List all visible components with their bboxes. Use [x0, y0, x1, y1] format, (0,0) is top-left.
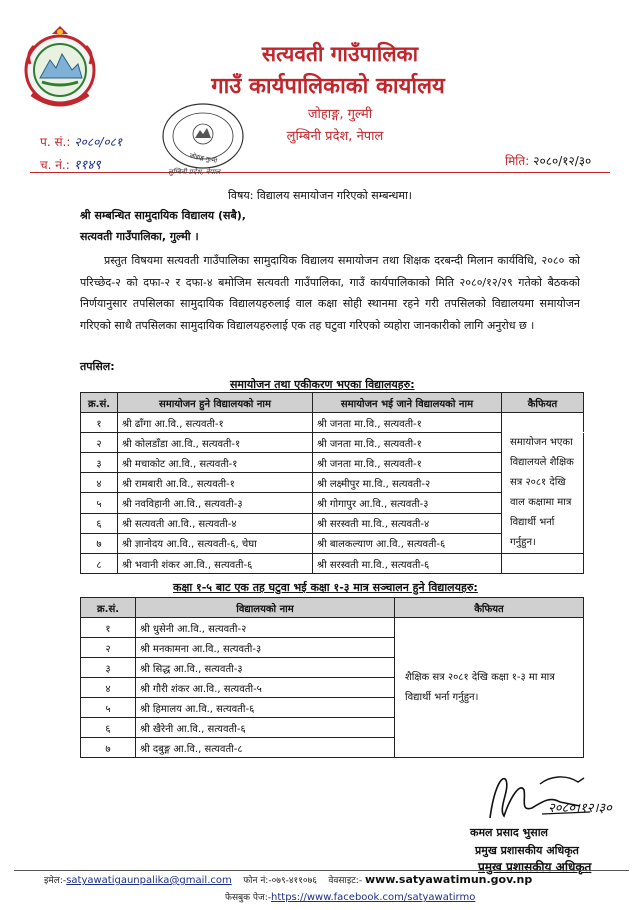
row-sn: २	[81, 433, 118, 453]
svg-text:जोहाङ्ग गुल्मी: जोहाङ्ग गुल्मी	[188, 152, 218, 165]
col-to: समायोजन भई जाने विद्यालयको नाम	[313, 393, 502, 413]
row-sn: २	[81, 638, 136, 658]
col-from: समायोजन हुने विद्यालयको नाम	[118, 393, 313, 413]
signatory-title: प्रमुख प्रशासकीय अधिकृत	[475, 844, 579, 857]
email-link[interactable]: satyawatigaunpalika@gmail.com	[66, 875, 232, 886]
row-sn: ६	[81, 718, 136, 738]
facebook-link[interactable]: https://www.facebook.com/satyawatirmo	[271, 892, 476, 903]
row-from-school: श्री सत्यवती आ.वि., सत्यवती-४	[118, 513, 313, 533]
col-sn: क्र.सं.	[81, 393, 118, 413]
email-label: इमेल:-	[44, 876, 67, 886]
row-from-school: श्री मचाकोट आ.वि., सत्यवती-१	[118, 453, 313, 473]
row-to-school: श्री जनता मा.वि., सत्यवती-१	[313, 453, 502, 473]
svg-text:२०८०।१२।३०: २०८०।१२।३०	[548, 801, 612, 816]
col-school: विद्यालयको नाम	[136, 598, 395, 618]
table-header-row	[81, 598, 584, 618]
row-sn: १	[81, 413, 118, 433]
remark-spacer	[502, 413, 584, 433]
letter-body: प्रस्तुत विषयमा सत्यवती गाउँपालिका सामुदायिक विद्यालय समायोजन तथा शिक्षक दरबन्दी मिलान कार्यविधि, २०८० को परिच्छेद-२ को दफा-२ र दफा-४ बमोजिम सत्यवती गाउँपालिका, गाउँ कार्यपालिकाको मिति २०८०/१२/२९ गतेको बैठकको निर्णयानुसार तपसिलका सामुदायिक विद्यालयहरुलाई वाल कक्षा सोही स्थानमा रहने गरी तपसिलको विद्यालयमा समायोजन गरिएको साथै तपसिलका सामुदायिक विद्यालयहरुलाई एक तह घटुवा गरिएको व्यहोरा जानकारीको लागि अनुरोध छ ।	[80, 254, 580, 332]
website-label: वेवसाइट:-	[328, 876, 363, 886]
table1-title: समायोजन तथा एकीकरण भएका विद्यालयहरु:	[230, 378, 415, 391]
footer-contact	[44, 873, 532, 886]
col-remark: कैफियत	[502, 393, 584, 413]
row-to-school: श्री सरस्वती मा.वि., सत्यवती-६	[313, 554, 502, 574]
row-sn: ८	[81, 554, 118, 574]
row-to-school: श्री बालकल्याण आ.वि., सत्यवती-६	[313, 533, 502, 553]
footer-facebook	[225, 890, 475, 903]
row-from-school: श्री भवानी शंकर आ.वि., सत्यवती-६	[118, 554, 313, 574]
date-value: २०८०/१२/३०	[533, 154, 592, 168]
nepal-emblem-icon	[22, 24, 98, 114]
signatory-stamp: प्रमुख प्रशासकीय अधिकृत	[478, 860, 592, 874]
addressee-line2: सत्यवती गाउँपालिका, गुल्मी ।	[80, 230, 199, 243]
row-school: श्री मनकामना आ.वि., सत्यवती-३	[136, 638, 395, 658]
stamp-subtext: लुम्बिनी प्रदेश, नेपाल	[168, 168, 221, 176]
row-from-school: श्री रामबारी आ.वि., सत्यवती-१	[118, 473, 313, 493]
details-label: तपसिल:	[80, 360, 115, 373]
row-school: श्री धुसेनी आ.वि., सत्यवती-२	[136, 618, 395, 638]
row-sn: ३	[81, 658, 136, 678]
facebook-label: फेसबुक पेज:-	[225, 893, 272, 903]
date-label: मिति:	[505, 154, 530, 168]
merged-schools-table	[80, 392, 584, 574]
row-remark: शैक्षिक सत्र २०८१ देखि कक्षा १-३ मा मात्र विद्यार्थी भर्ना गर्नुहुन।	[395, 618, 584, 758]
dispatch-label: च. नं.:	[40, 158, 70, 172]
row-school: श्री दबुङ्ग आ.वि., सत्यवती-८	[136, 738, 395, 758]
row-from-school: श्री कोलडाँडा आ.वि., सत्यवती-१	[118, 433, 313, 453]
row-to-school: श्री जनता मा.वि., सत्यवती-१	[313, 433, 502, 453]
table-row	[81, 433, 584, 453]
row-from-school: श्री ज्ञानोदय आ.वि., सत्यवती-६, चेघा	[118, 533, 313, 553]
office-stamp-icon	[158, 100, 248, 178]
row-sn: ७	[81, 533, 118, 553]
row-sn: ४	[81, 473, 118, 493]
office-title-line2: गाउँ कार्यपालिकाको कार्यालय	[211, 74, 445, 99]
row-sn: ६	[81, 513, 118, 533]
ref-label: प. सं.:	[40, 135, 71, 149]
row-to-school: श्री सरस्वती मा.वि., सत्यवती-४	[313, 513, 502, 533]
header-divider	[30, 172, 610, 173]
row-school: श्री खैरेनी आ.वि., सत्यवती-६	[136, 718, 395, 738]
row-sn: ३	[81, 453, 118, 473]
col-sn: क्र.सं.	[81, 598, 136, 618]
col-remark: कैफियत	[395, 598, 584, 618]
dispatch-number	[40, 155, 101, 173]
ref-value: २०८०/०८१	[74, 135, 123, 149]
table-header-row	[81, 393, 584, 413]
row-from-school: श्री नवविहानी आ.वि., सत्यवती-३	[118, 493, 313, 513]
row-sn: ५	[81, 698, 136, 718]
row-sn: ५	[81, 493, 118, 513]
remark-spacer	[502, 554, 584, 574]
letter-subject: विषय: विद्यालय समायोजन गरिएको सम्बन्धमा।	[228, 189, 412, 202]
table2-title: कक्षा १-५ बाट एक तह घटुवा भई कक्षा १-३ मात्र सञ्चालन हुने विद्यालयहरु:	[173, 581, 478, 594]
table-row	[81, 618, 584, 638]
row-sn: ४	[81, 678, 136, 698]
row-to-school: श्री जनता मा.वि., सत्यवती-१	[313, 413, 502, 433]
row-from-school: श्री ढाँगा आ.वि., सत्यवती-१	[118, 413, 313, 433]
letter-date	[505, 152, 591, 169]
table-row	[81, 413, 584, 433]
website-link[interactable]: www.satyawatimun.gov.np	[364, 873, 533, 886]
address-line2: लुम्बिनी प्रदेश, नेपाल	[286, 129, 384, 144]
address-line1: जोहाङ्ग, गुल्मी	[307, 107, 373, 122]
row-school: श्री हिमालय आ.वि., सत्यवती-६	[136, 698, 395, 718]
row-school: श्री सिद्ध आ.वि., सत्यवती-३	[136, 658, 395, 678]
phone-text: फोन नं:-०७९-४११०७६	[243, 876, 317, 886]
row-remark: समायोजन भएका विद्यालयले शैक्षिक सत्र २०८१ देखि वाल कक्षामा मात्र विद्यार्थी भर्ना गर्नुहुन।	[502, 433, 584, 554]
reference-number	[40, 133, 122, 150]
row-to-school: श्री गोगापुर आ.वि., सत्यवती-३	[313, 493, 502, 513]
downgraded-schools-table	[80, 597, 584, 758]
row-to-school: श्री लक्ष्मीपुर मा.वि., सत्यवती-२	[313, 473, 502, 493]
office-title-line1: सत्यवती गाउँपालिका	[261, 42, 419, 66]
footer-divider	[14, 870, 629, 871]
signatory-name: कमल प्रसाद भुसाल	[470, 826, 549, 839]
row-sn: १	[81, 618, 136, 638]
row-sn: ७	[81, 738, 136, 758]
row-school: श्री गौरी शंकर आ.वि., सत्यवती-५	[136, 678, 395, 698]
handwritten-signature	[480, 768, 612, 830]
table-row	[81, 554, 584, 574]
dispatch-value: ११४९	[73, 158, 101, 173]
addressee-line1: श्री सम्बन्धित सामुदायिक विद्यालय (सबै),	[80, 209, 246, 222]
